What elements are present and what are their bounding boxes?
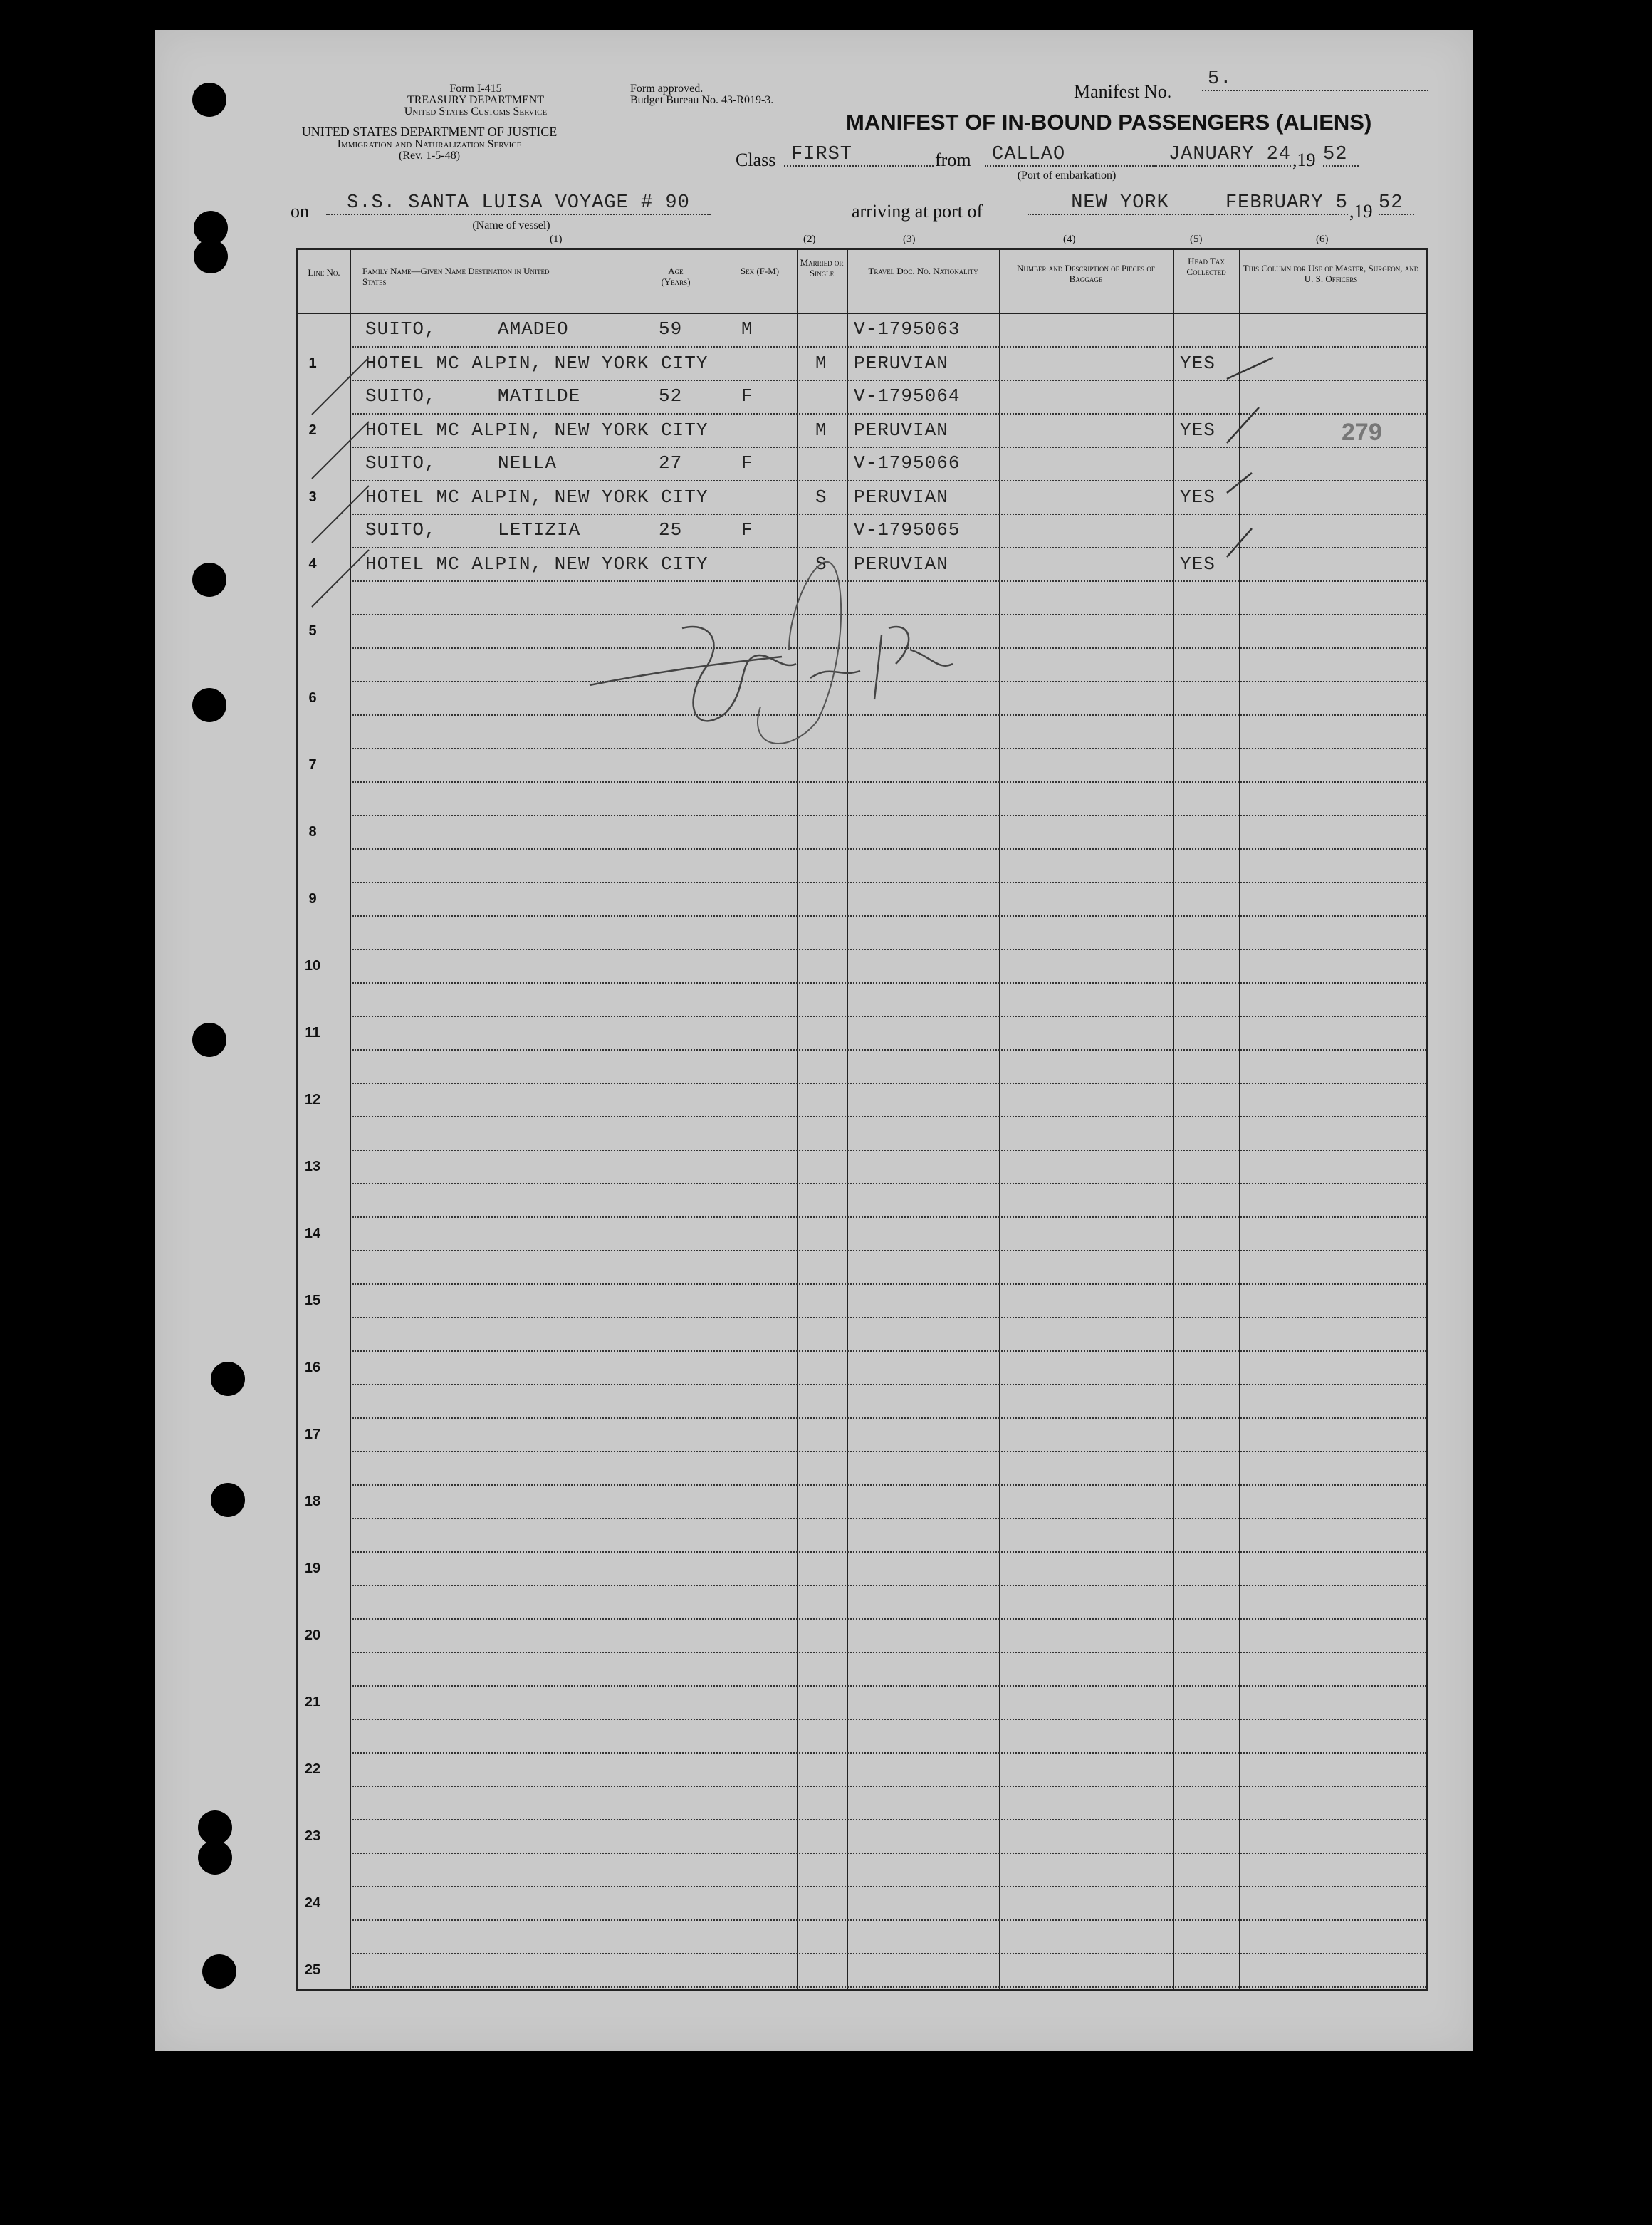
passenger-travel-doc: V-1795066: [854, 452, 961, 474]
justice-dept: UNITED STATES DEPARTMENT OF JUSTICE: [301, 125, 558, 139]
ins-service: Immigration and Naturalization Service: [337, 138, 522, 150]
manifest-title: MANIFEST OF IN-BOUND PASSENGERS (ALIENS): [846, 110, 1372, 135]
line-number: 23: [304, 1828, 321, 1844]
line-number: 17: [304, 1427, 321, 1442]
col-num-2: (2): [803, 234, 816, 245]
passenger-destination: HOTEL MC ALPIN, NEW YORK CITY: [365, 353, 709, 374]
from-label: from: [935, 150, 971, 170]
binder-hole: [192, 1023, 226, 1057]
passenger-head-tax: YES: [1180, 420, 1216, 441]
arriving-label: arriving at port of: [852, 201, 983, 222]
binder-hole: [211, 1483, 245, 1517]
header-head-tax: Head Tax Collected: [1186, 256, 1226, 277]
line-number: 18: [304, 1494, 321, 1509]
line-number: 13: [304, 1159, 321, 1174]
header-age: Age (Years): [661, 266, 691, 287]
arrival-date: FEBRUARY 5: [1213, 192, 1348, 215]
year-prefix-1: ,19: [1292, 150, 1316, 170]
line-number: 5: [308, 623, 317, 639]
from-value: CALLAO: [985, 144, 1156, 167]
form-approved: Form approved.: [630, 83, 704, 95]
passenger-age: 27: [659, 452, 683, 474]
passenger-head-tax: YES: [1180, 486, 1216, 508]
passenger-married-single: S: [815, 553, 827, 575]
line-number: 20: [304, 1627, 321, 1643]
arrival-port: NEW YORK: [1028, 192, 1213, 215]
line-number: 15: [304, 1293, 321, 1308]
passenger-sex: F: [741, 519, 753, 541]
class-label: Class: [736, 150, 776, 170]
col-num-4: (4): [1063, 234, 1076, 245]
manifest-sheet: [155, 30, 1473, 2051]
col-num-1: (1): [550, 234, 563, 245]
manifest-no-label: Manifest No.: [1074, 81, 1172, 102]
passenger-age: 59: [659, 318, 683, 340]
binder-hole: [192, 563, 226, 597]
passenger-nationality: PERUVIAN: [854, 486, 948, 508]
passenger-sex: M: [741, 318, 753, 340]
binder-hole: [211, 1362, 245, 1396]
line-number: 12: [304, 1092, 321, 1108]
passenger-nationality: PERUVIAN: [854, 420, 948, 441]
header-line-no: Line No.: [308, 267, 340, 278]
handwritten-signature: [575, 521, 974, 764]
line-number: 21: [304, 1694, 321, 1710]
binder-hole: [194, 239, 228, 273]
passenger-travel-doc: V-1795064: [854, 385, 961, 407]
passenger-head-tax: YES: [1180, 353, 1216, 374]
line-number: 7: [308, 757, 317, 773]
form-number: Form I-415: [449, 83, 502, 95]
passenger-destination: HOTEL MC ALPIN, NEW YORK CITY: [365, 420, 709, 441]
line-number: 8: [308, 824, 317, 840]
line-number: 14: [304, 1226, 321, 1241]
embark-date: JANUARY 24: [1156, 144, 1291, 167]
line-number: 10: [304, 958, 321, 974]
line-number: 11: [305, 1025, 320, 1041]
line-number: 16: [304, 1360, 321, 1375]
passenger-head-tax: YES: [1180, 553, 1216, 575]
passenger-nationality: PERUVIAN: [854, 353, 948, 374]
passenger-age: 52: [659, 385, 683, 407]
header-sex: Sex (F-M): [740, 266, 780, 276]
col-num-5: (5): [1190, 234, 1203, 245]
binder-hole: [192, 83, 226, 117]
passenger-nationality: PERUVIAN: [854, 553, 948, 575]
passenger-age: 25: [659, 519, 683, 541]
line-number: 24: [304, 1895, 321, 1911]
line-number: 9: [308, 891, 317, 907]
port-embark-note: (Port of embarkation): [1017, 170, 1117, 182]
check-marks: [1223, 315, 1309, 585]
line-number: 4: [308, 556, 317, 572]
line-number: 19: [304, 1560, 321, 1576]
passenger-married-single: S: [815, 486, 827, 508]
line-number: 25: [304, 1962, 321, 1978]
line-number: 1: [308, 355, 317, 371]
cancel-ticks: [305, 329, 390, 614]
passenger-given-name: MATILDE: [498, 385, 581, 407]
passenger-family-name: SUITO,: [365, 318, 436, 340]
vessel-value: S.S. SANTA LUISA VOYAGE # 90: [326, 192, 711, 215]
col-num-6: (6): [1316, 234, 1329, 245]
manifest-no-value: 5.: [1202, 68, 1428, 91]
passenger-given-name: LETIZIA: [498, 519, 581, 541]
passenger-married-single: M: [815, 420, 827, 441]
embark-year: 52: [1323, 144, 1359, 167]
line-number: 3: [308, 489, 317, 505]
passenger-destination: HOTEL MC ALPIN, NEW YORK CITY: [365, 553, 709, 575]
passenger-travel-doc: V-1795065: [854, 519, 961, 541]
binder-hole: [202, 1954, 236, 1989]
passenger-given-name: NELLA: [498, 452, 558, 474]
passenger-sex: F: [741, 385, 753, 407]
passenger-family-name: SUITO,: [365, 385, 436, 407]
col-num-3: (3): [903, 234, 916, 245]
header-name: Family Name—Given Name Destination in United States: [362, 266, 550, 287]
binder-hole: [198, 1840, 232, 1875]
passenger-destination: HOTEL MC ALPIN, NEW YORK CITY: [365, 486, 709, 508]
header-officers: This Column for Use of Master, Surgeon, and U. S. Officers: [1243, 263, 1419, 284]
header-baggage: Number and Description of Pieces of Baggage: [1017, 263, 1155, 284]
on-label: on: [291, 201, 309, 222]
passenger-sex: F: [741, 452, 753, 474]
header-married: Married or Single: [800, 257, 844, 278]
passenger-family-name: SUITO,: [365, 452, 436, 474]
passenger-married-single: M: [815, 353, 827, 374]
passenger-given-name: AMADEO: [498, 318, 569, 340]
binder-hole: [198, 1810, 232, 1845]
stamp-number: 279: [1342, 419, 1382, 446]
budget-bureau: Budget Bureau No. 43-R019-3.: [630, 94, 774, 106]
vessel-note: (Name of vessel): [472, 219, 550, 231]
arrival-year: 52: [1379, 192, 1414, 215]
year-prefix-2: ,19: [1349, 201, 1373, 222]
class-value: FIRST: [784, 144, 934, 167]
passenger-travel-doc: V-1795063: [854, 318, 961, 340]
binder-hole: [192, 688, 226, 722]
revision: (Rev. 1-5-48): [398, 150, 461, 162]
line-number: 22: [304, 1761, 321, 1777]
line-number: 6: [308, 690, 317, 706]
line-number: 2: [308, 422, 317, 438]
header-travel-doc: Travel Doc. No. Nationality: [868, 266, 978, 276]
treasury-dept: TREASURY DEPARTMENT: [407, 94, 545, 106]
passenger-family-name: SUITO,: [365, 519, 436, 541]
customs-service: United States Customs Service: [404, 105, 548, 118]
